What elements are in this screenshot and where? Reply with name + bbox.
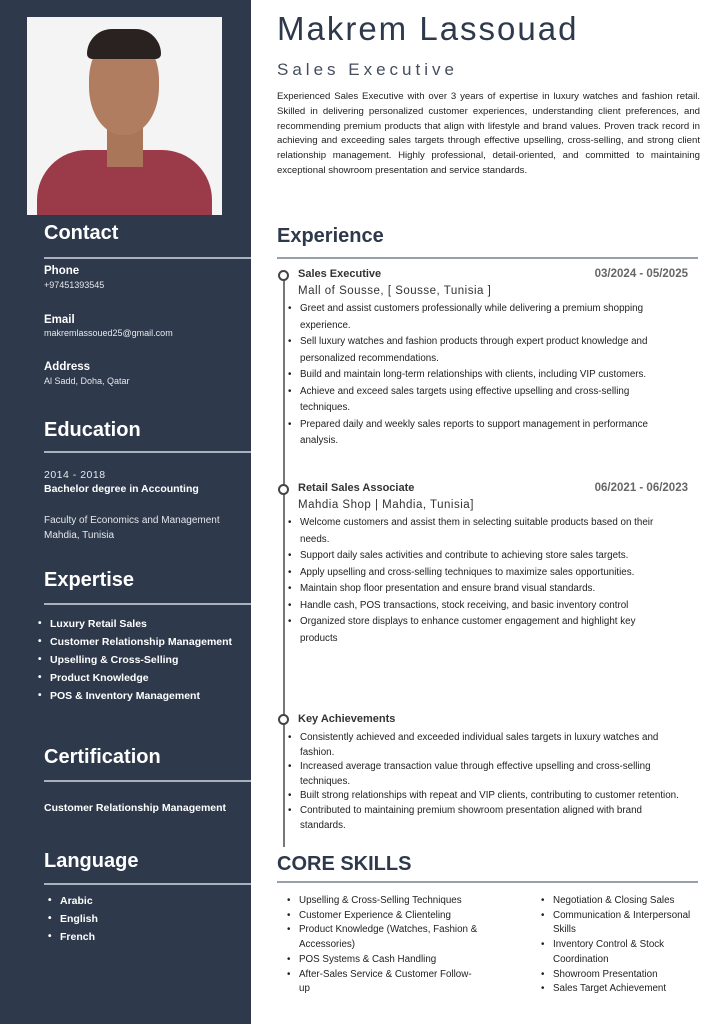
skill-item: • Sales Target Achievement xyxy=(553,982,713,997)
certification-item: Customer Relationship Management xyxy=(44,802,227,814)
experience-heading: Experience xyxy=(277,225,384,247)
expertise-item: • Luxury Retail Sales xyxy=(50,618,232,636)
skill-item: • Upselling & Cross-Selling Techniques xyxy=(299,894,479,909)
bullet: • Greet and assist customers professionally while delivering a premium shopping experience. xyxy=(298,301,658,334)
sidebar xyxy=(0,0,251,1024)
skill-item: • Negotiation & Closing Sales xyxy=(553,894,713,909)
profile-photo xyxy=(27,17,222,215)
language-item: • Arabic xyxy=(60,895,98,913)
education-degree: Bachelor degree in Accounting xyxy=(44,483,199,495)
bullet: • Contributed to maintaining premium showroom presentation aligned with brand standards. xyxy=(298,804,688,833)
job-bullets xyxy=(298,515,673,647)
job-dates: 06/2021 - 06/2023 xyxy=(594,482,688,494)
language-list xyxy=(60,895,98,949)
bullet: • Increased average transaction value through effective upselling and cross-selling techniques. xyxy=(298,760,688,789)
expertise-item: • Product Knowledge xyxy=(50,672,232,690)
bullet: • Apply upselling and cross-selling techniques to maximize sales opportunities. xyxy=(298,565,673,582)
skill-item: • Showroom Presentation xyxy=(553,968,713,983)
divider xyxy=(44,603,251,605)
language-heading: Language xyxy=(44,850,139,872)
timeline-line xyxy=(283,275,285,847)
divider xyxy=(44,883,251,885)
bullet: • Achieve and exceed sales targets using effective upselling and cross-selling techniques. xyxy=(298,384,658,417)
skill-item: • Customer Experience & Clienteling xyxy=(299,909,479,924)
bullet: • Built strong relationships with repeat and VIP clients, contributing to customer retention. xyxy=(298,789,688,804)
divider xyxy=(44,451,251,453)
job-title: Retail Sales Associate xyxy=(298,482,415,494)
skill-item: • After-Sales Service & Customer Follow-up xyxy=(299,968,479,997)
bullet: • Build and maintain long-term relationships with clients, including VIP customers. xyxy=(298,367,658,384)
email-value: makremlassoued25@gmail.com xyxy=(44,328,173,338)
achievements-title: Key Achievements xyxy=(298,713,396,725)
job-company: Mahdia Shop | Mahdia, Tunisia] xyxy=(298,499,474,511)
expertise-heading: Expertise xyxy=(44,569,135,591)
divider xyxy=(277,881,698,883)
phone-label: Phone xyxy=(44,265,80,277)
candidate-name: Makrem Lassouad xyxy=(277,10,579,47)
summary: Experienced Sales Executive with over 3 years of expertise in luxury watches and fashion retail. Skilled in delivering personalized customer experiences, understanding client preferences, and recommending premium products that align with lifestyle and brand values. Proven track record in achieving and exceeding sales targets through effective upselling, cross-selling, and strong client relationship management. Highly professional, detail-oriented, and committed to maintaining exceptional showroom presentation and service standards. xyxy=(277,91,700,176)
education-years: 2014 - 2018 xyxy=(44,469,106,481)
contact-heading: Contact xyxy=(44,222,119,244)
bullet: • Prepared daily and weekly sales reports to support management in performance analysis. xyxy=(298,417,658,450)
divider xyxy=(44,257,251,259)
achievement-bullets xyxy=(298,731,688,833)
bullet: • Maintain shop floor presentation and ensure brand visual standards. xyxy=(298,581,673,598)
bullet: • Welcome customers and assist them in selecting suitable products based on their needs. xyxy=(298,515,673,548)
certification-heading: Certification xyxy=(44,746,161,768)
skills-right xyxy=(553,894,713,997)
expertise-item: • Upselling & Cross-Selling xyxy=(50,654,232,672)
education-location: Mahdia, Tunisia xyxy=(44,530,115,541)
education-school: Faculty of Economics and Management xyxy=(44,515,220,526)
job-title: Sales Executive xyxy=(298,268,382,280)
phone-value: +97451393545 xyxy=(44,280,105,290)
job-dates: 03/2024 - 05/2025 xyxy=(594,268,688,280)
timeline-dot-icon xyxy=(278,714,289,725)
skill-item: • Communication & Interpersonal Skills xyxy=(553,909,713,938)
bullet: • Handle cash, POS transactions, stock receiving, and basic inventory control xyxy=(298,598,673,615)
expertise-item: • POS & Inventory Management xyxy=(50,690,232,708)
expertise-item: • Customer Relationship Management xyxy=(50,636,232,654)
bullet: • Consistently achieved and exceeded individual sales targets in luxury watches and fashion. xyxy=(298,731,688,760)
divider xyxy=(44,780,251,782)
timeline-dot-icon xyxy=(278,270,289,281)
bullet: • Sell luxury watches and fashion products through expert product knowledge and personalized recommendations. xyxy=(298,334,658,367)
address-label: Address xyxy=(44,361,91,373)
skills-left xyxy=(299,894,479,997)
timeline-dot-icon xyxy=(278,484,289,495)
job-company: Mall of Sousse, [ Sousse, Tunisia ] xyxy=(298,285,492,297)
job-entry xyxy=(298,482,698,647)
bullet: • Support daily sales activities and contribute to achieving store sales targets. xyxy=(298,548,673,565)
expertise-list xyxy=(50,618,232,708)
skill-item: • Inventory Control & Stock Coordination xyxy=(553,938,713,967)
job-entry xyxy=(298,268,698,450)
core-skills-heading: CORE SKILLS xyxy=(277,853,412,875)
skill-item: • POS Systems & Cash Handling xyxy=(299,953,479,968)
skill-item: • Product Knowledge (Watches, Fashion & Accessories) xyxy=(299,923,479,952)
divider xyxy=(277,257,698,259)
address-value: Al Sadd, Doha, Qatar xyxy=(44,376,130,386)
education-heading: Education xyxy=(44,419,141,441)
job-bullets xyxy=(298,301,658,450)
key-achievements xyxy=(298,713,698,833)
candidate-role: Sales Executive xyxy=(277,60,458,79)
email-label: Email xyxy=(44,314,75,326)
bullet: • Organized store displays to enhance customer engagement and highlight key products xyxy=(298,614,673,647)
language-item: • French xyxy=(60,931,98,949)
language-item: • English xyxy=(60,913,98,931)
